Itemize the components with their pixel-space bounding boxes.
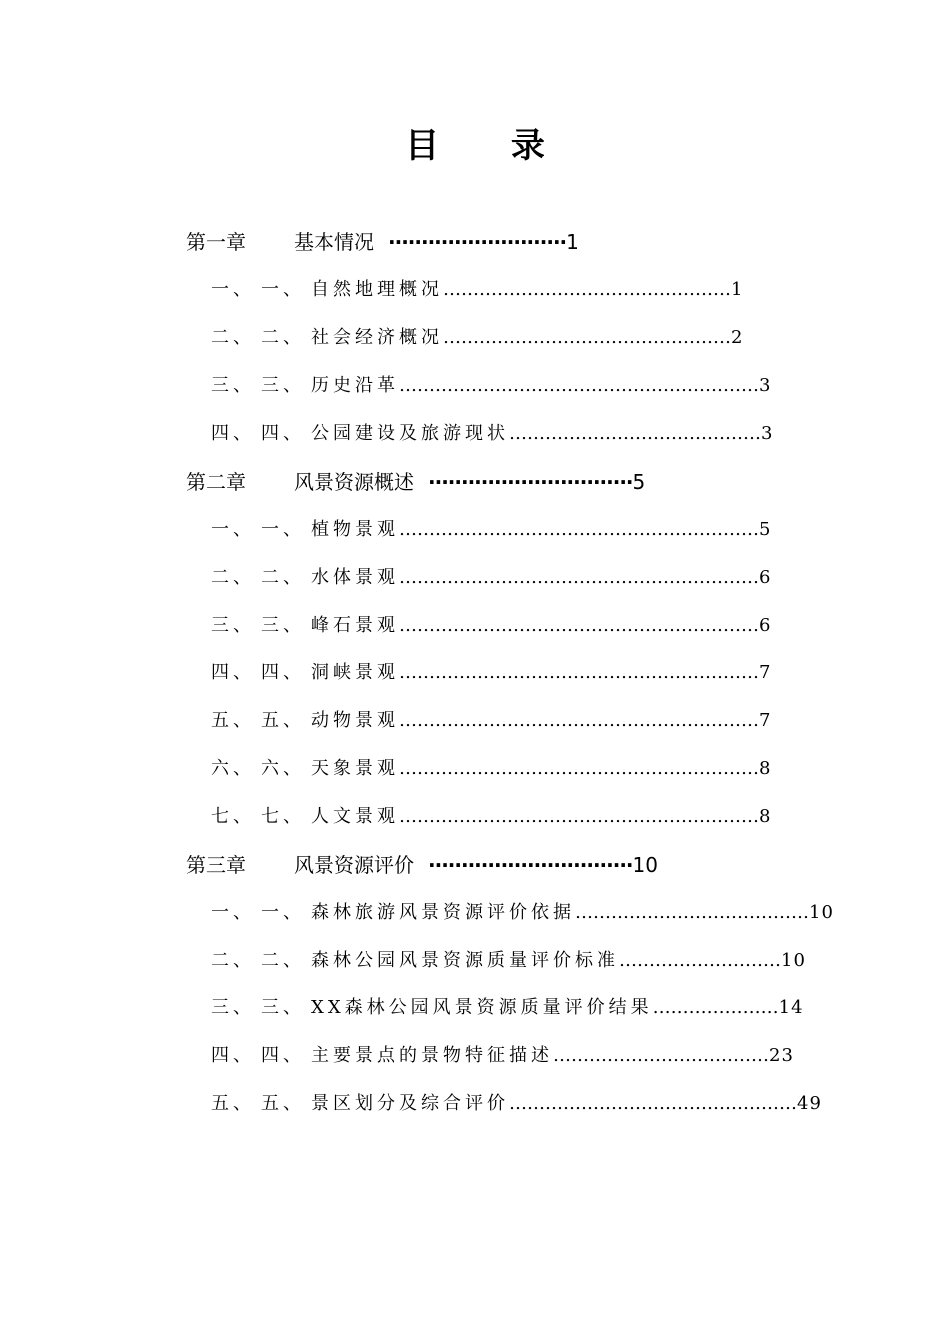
leader-dots: …………………………………………………… xyxy=(399,710,759,731)
toc-chapter-2[interactable] xyxy=(186,472,645,492)
toc-section[interactable] xyxy=(211,952,806,970)
section-label: 社会经济概况 xyxy=(311,327,443,348)
section-page: 10 xyxy=(781,950,806,971)
section-index-inner: 四、 xyxy=(261,423,305,444)
leader-dots: …………………………………… xyxy=(509,423,761,444)
toc-section[interactable] xyxy=(211,425,773,443)
chapter-label: 风景资源评价 xyxy=(294,853,414,877)
toc-section[interactable] xyxy=(211,664,771,682)
leader-dots: ………………………………………… xyxy=(509,1093,797,1114)
leader-dots: ··························· xyxy=(388,230,567,254)
section-index-inner: 二、 xyxy=(261,327,305,348)
toc-section[interactable] xyxy=(211,760,771,778)
section-label: 历史沿革 xyxy=(311,375,399,396)
section-label: 森林公园风景资源质量评价标准 xyxy=(311,950,619,971)
leader-dots: ………………………………………… xyxy=(443,327,731,348)
section-label: 人文景观 xyxy=(311,806,399,827)
leader-dots: …………………………………………………… xyxy=(399,662,759,683)
section-index-inner: 四、 xyxy=(261,1045,305,1066)
chapter-label: 风景资源概述 xyxy=(294,470,414,494)
chapter-label: 基本情况 xyxy=(294,230,374,254)
section-index-outer: 三、 xyxy=(211,375,255,396)
section-label: 公园建设及旅游现状 xyxy=(311,423,509,444)
section-index-outer: 一、 xyxy=(211,519,255,540)
toc-section[interactable] xyxy=(211,1095,822,1113)
section-index-outer: 四、 xyxy=(211,1045,255,1066)
section-index-inner: 一、 xyxy=(261,519,305,540)
toc-section[interactable] xyxy=(211,808,771,826)
toc-section[interactable] xyxy=(211,521,771,539)
section-label: 植物景观 xyxy=(311,519,399,540)
section-label: 水体景观 xyxy=(311,567,399,588)
section-label: 主要景点的景物特征描述 xyxy=(311,1045,553,1066)
leader-dots: …………………………………………………… xyxy=(399,567,759,588)
section-index-inner: 一、 xyxy=(261,279,305,300)
toc-section[interactable] xyxy=(211,617,771,635)
section-index-outer: 三、 xyxy=(211,615,255,636)
section-page: 23 xyxy=(769,1045,794,1066)
section-label: 洞峡景观 xyxy=(311,662,399,683)
toc-section[interactable] xyxy=(211,999,804,1017)
toc-section[interactable] xyxy=(211,377,771,395)
section-index-inner: 七、 xyxy=(261,806,305,827)
section-index-inner: 三、 xyxy=(261,375,305,396)
section-page: 10 xyxy=(809,902,834,923)
section-label: XX森林公园风景资源质量评价结果 xyxy=(311,997,653,1018)
toc-chapter-3[interactable] xyxy=(186,855,658,875)
section-index-outer: 二、 xyxy=(211,567,255,588)
chapter-page: 10 xyxy=(632,853,658,877)
leader-dots: …………………………………………………… xyxy=(399,519,759,540)
section-index-outer: 四、 xyxy=(211,423,255,444)
section-index-outer: 一、 xyxy=(211,279,255,300)
section-label: 天象景观 xyxy=(311,758,399,779)
toc-section[interactable] xyxy=(211,569,771,587)
leader-dots: ………………………………………… xyxy=(443,279,731,300)
leader-dots: ………………………………… xyxy=(575,902,809,923)
chapter-number: 第三章 xyxy=(186,853,246,877)
section-index-outer: 二、 xyxy=(211,950,255,971)
section-index-outer: 五、 xyxy=(211,710,255,731)
chapter-number: 第二章 xyxy=(186,470,246,494)
leader-dots: …………………………………………………… xyxy=(399,758,759,779)
section-index-inner: 五、 xyxy=(261,710,305,731)
toc-section[interactable] xyxy=(211,281,743,299)
section-page: 14 xyxy=(778,997,804,1018)
section-page: 8 xyxy=(759,758,772,779)
section-page: 6 xyxy=(759,615,772,636)
section-index-inner: 二、 xyxy=(261,567,305,588)
section-page: 1 xyxy=(731,279,744,300)
section-page: 5 xyxy=(759,519,772,540)
section-label: 自然地理概况 xyxy=(311,279,443,300)
page-title: 目 录 xyxy=(405,126,575,166)
section-page: 7 xyxy=(759,662,772,683)
toc-section[interactable] xyxy=(211,712,771,730)
section-index-outer: 五、 xyxy=(211,1093,255,1114)
section-index-outer: 六、 xyxy=(211,758,255,779)
toc-section[interactable] xyxy=(211,329,743,347)
section-index-inner: 四、 xyxy=(261,662,305,683)
section-page: 49 xyxy=(797,1093,822,1114)
section-index-outer: 三、 xyxy=(211,997,255,1018)
leader-dots: ……………………………… xyxy=(553,1045,769,1066)
section-index-outer: 四、 xyxy=(211,662,255,683)
chapter-number: 第一章 xyxy=(186,230,246,254)
section-label: 动物景观 xyxy=(311,710,399,731)
leader-dots: ………………… xyxy=(652,997,779,1018)
section-label: 景区划分及综合评价 xyxy=(311,1093,509,1114)
leader-dots: ······························· xyxy=(428,470,633,494)
section-label: 森林旅游风景资源评价依据 xyxy=(311,902,575,923)
section-index-outer: 二、 xyxy=(211,327,255,348)
toc-section[interactable] xyxy=(211,1047,794,1065)
section-index-outer: 七、 xyxy=(211,806,255,827)
leader-dots: ……………………… xyxy=(619,950,781,971)
section-page: 3 xyxy=(759,375,772,396)
section-page: 2 xyxy=(731,327,744,348)
section-page: 7 xyxy=(759,710,772,731)
section-index-inner: 三、 xyxy=(261,615,305,636)
section-index-outer: 一、 xyxy=(211,902,255,923)
section-index-inner: 五、 xyxy=(261,1093,305,1114)
section-index-inner: 二、 xyxy=(261,950,305,971)
section-index-inner: 六、 xyxy=(261,758,305,779)
chapter-page: 1 xyxy=(566,230,579,254)
section-page: 3 xyxy=(761,423,774,444)
section-page: 6 xyxy=(759,567,772,588)
leader-dots: …………………………………………………… xyxy=(399,615,759,636)
leader-dots: …………………………………………………… xyxy=(399,806,759,827)
section-label: 峰石景观 xyxy=(311,615,399,636)
toc-chapter-1[interactable] xyxy=(186,232,579,252)
chapter-page: 5 xyxy=(632,470,646,494)
section-page: 8 xyxy=(759,806,772,827)
leader-dots: …………………………………………………… xyxy=(399,375,759,396)
toc-section[interactable] xyxy=(211,904,834,922)
section-index-inner: 一、 xyxy=(261,902,305,923)
section-index-inner: 三、 xyxy=(261,997,305,1018)
leader-dots: ······························· xyxy=(428,853,633,877)
